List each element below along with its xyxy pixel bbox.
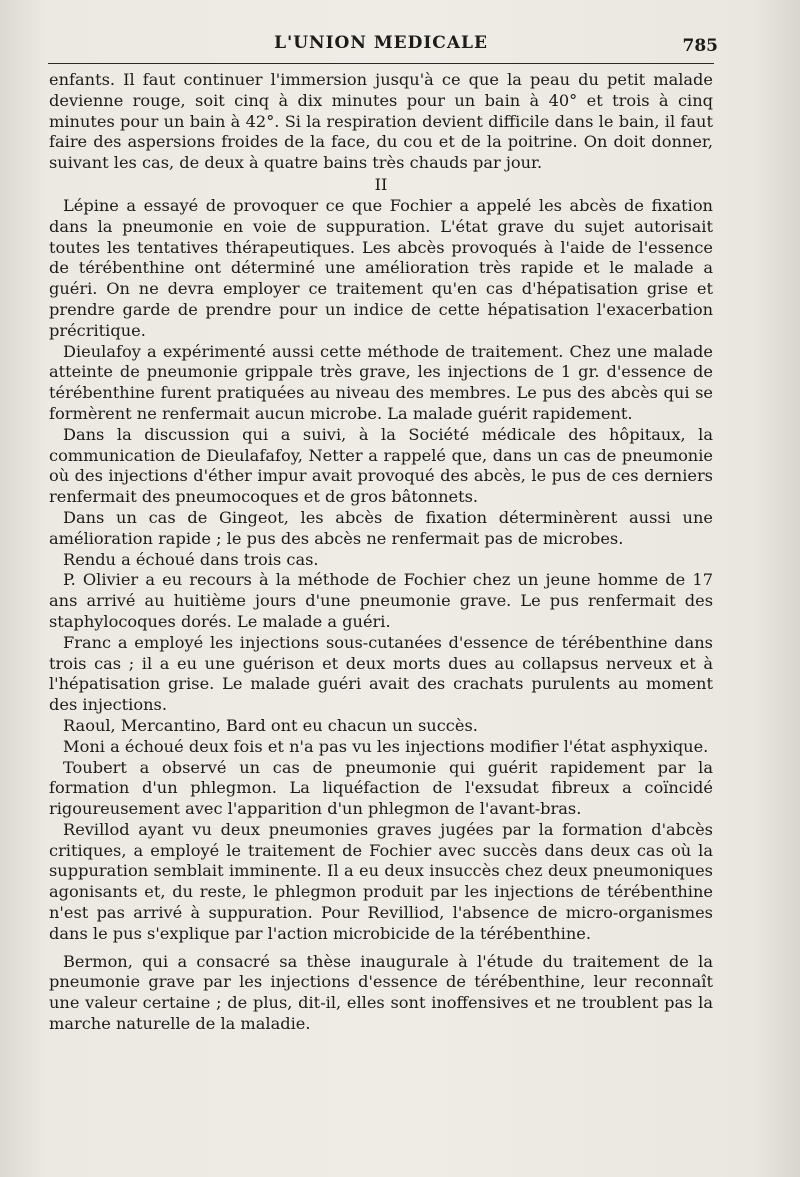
paragraph: Toubert a observé un cas de pneumonie qui guérit rapidement par la formation d'un phlegmon. La liquéfaction de l'exsudat fibreux a coïncidé rigoureusement avec l'apparition d'un phlegmon de l'avant-bras. xyxy=(49,757,713,819)
paragraph: Franc a employé les injections sous-cutanées d'essence de térébenthine dans trois cas ; il a eu une guérison et deux morts dues au collapsus nerveux et à l'hépatisation grise. Le malade guéri avait des crachats purulents au moment des injections. xyxy=(49,632,713,715)
section-number: II xyxy=(374,174,388,194)
page-header xyxy=(48,33,718,61)
paragraph: Dieulafoy a expérimenté aussi cette méthode de traitement. Chez une malade atteinte de pneumonie grippale très grave, les injections de 1 gr. d'essence de térébenthine furent pratiquées au niveau des membres. Le pus des abcès qui se formèrent ne renfermait aucun microbe. La malade guérit rapidement. xyxy=(49,341,713,423)
body-text xyxy=(49,70,713,1035)
paragraph: Revillod ayant vu deux pneumonies graves jugées par la formation d'abcès critiques, a employé le traitement de Fochier avec succès dans deux cas où la suppuration semblait imminente. Il a eu deux insuccès chez deux pneumoniques agonisants et, du reste, le phlegmon produit par les injections de térébenthine n'est pas arrivé à suppuration. Pour Revilliod, l'absence de micro-organismes dans le pus s'explique par l'action microbicide de la térébenthine. xyxy=(49,819,713,943)
header-rule xyxy=(48,63,714,64)
paragraph: Moni a échoué deux fois et n'a pas vu les injections modifier l'état asphyxique. xyxy=(63,736,709,756)
page-number: 785 xyxy=(682,36,718,56)
paragraph: Dans un cas de Gingeot, les abcès de fixation déterminèrent aussi une amélioration rapide ; le pus des abcès ne renfermait pas de microbes. xyxy=(49,507,713,548)
paragraph: Rendu a échoué dans trois cas. xyxy=(63,549,319,569)
running-title: L'UNION MEDICALE xyxy=(274,33,488,53)
paragraph: enfants. Il faut continuer l'immersion jusqu'à ce que la peau du petit malade devienne rouge, soit cinq à dix minutes pour un bain à 40° et trois à cinq minutes pour un bain à 42°. Si la respiration devient difficile dans le bain, il faut faire des aspersions froides de la face, du cou et de la poitrine. On doit donner, suivant les cas, de deux à quatre bains très chauds par jour. xyxy=(49,70,713,173)
paragraph: Bermon, qui a consacré sa thèse inaugurale à l'étude du traitement de la pneumonie grave par les injections d'essence de térébenthine, leur reconnaît une valeur certaine ; de plus, dit-il, elles sont inoffensives et ne troublent pas la marche naturelle de la maladie. xyxy=(49,951,713,1034)
paragraph: P. Olivier a eu recours à la méthode de Fochier chez un jeune homme de 17 ans arrivé au huitième jours d'une pneumonie grave. Le pus renfermait des staphylocoques dorés. Le malade a guéri. xyxy=(49,570,713,631)
paragraph: Raoul, Mercantino, Bard ont eu chacun un succès. xyxy=(63,715,478,735)
paragraph: Lépine a essayé de provoquer ce que Fochier a appelé les abcès de fixation dans la pneumonie en voie de suppuration. L'état grave du sujet autorisait toutes les tentatives thérapeutiques. Les abcès provoqués à l'aide de l'essence de térébenthine ont déterminé une amélioration très rapide et le malade a guéri. On ne devra employer ce traitement qu'en cas d'hépatisation grise et prendre garde de prendre pour un indice de cette hépatisation l'exacerbation précritique. xyxy=(49,195,713,340)
paragraph: Dans la discussion qui a suivi, à la Société médicale des hôpitaux, la communication de Dieulafafoy, Netter a rappelé que, dans un cas de pneumonie où des injections d'éther impur avait provoqué des abcès, le pus de ces derniers renfermait des pneumocoques et de gros bâtonnets. xyxy=(49,424,713,507)
